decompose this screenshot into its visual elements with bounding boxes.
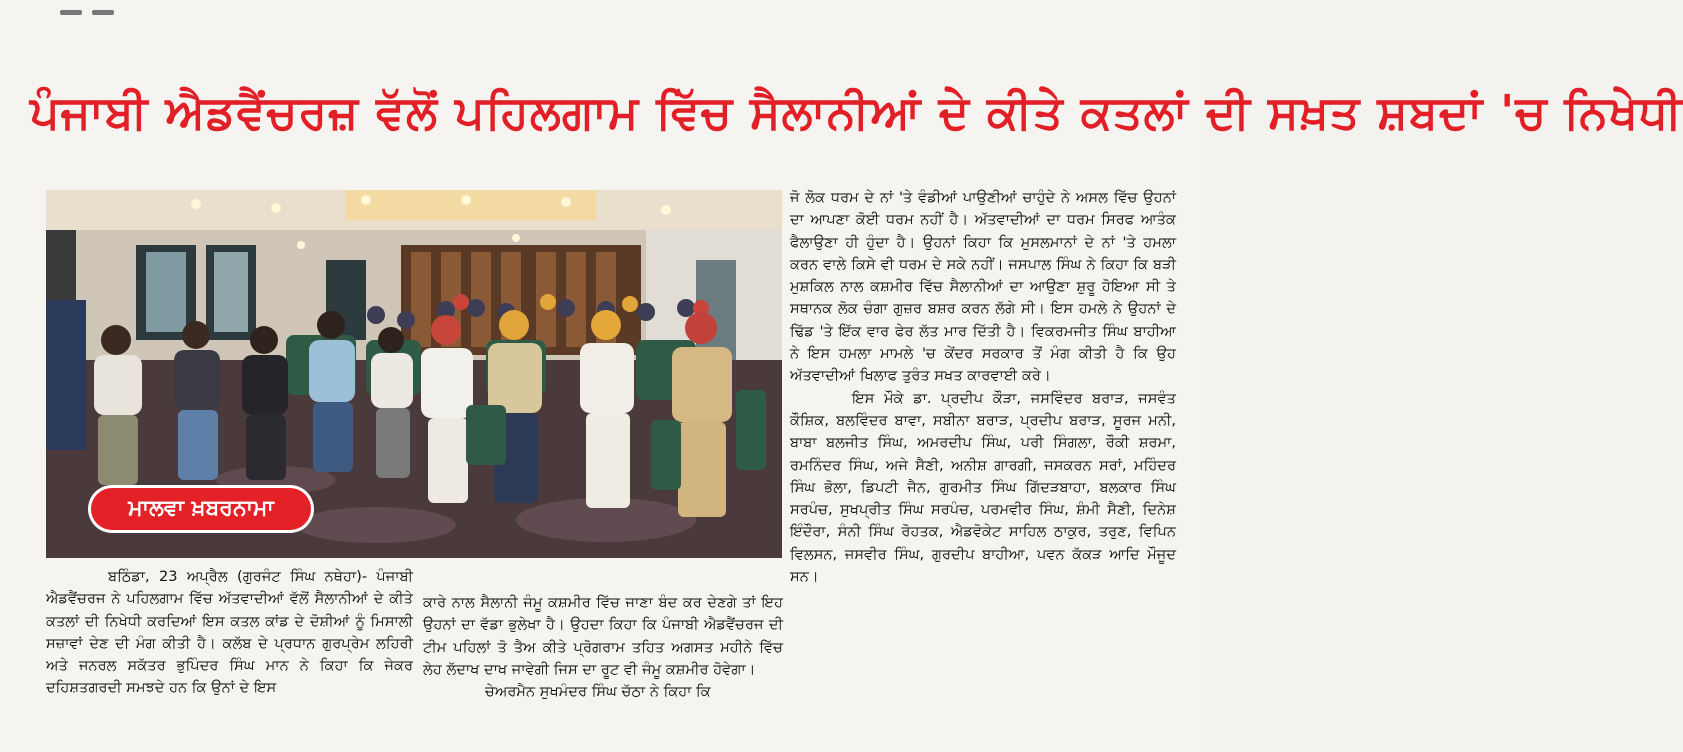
article-paragraph: ਬਠਿੰਡਾ, 23 ਅਪ੍ਰੈਲ (ਗੁਰਜੰਟ ਸਿੰਘ ਨਥੇਹਾ)- ਪੰਜਾਬੀ ਐਡਵੈਂਚਰਜ ਨੇ ਪਹਿਲਗਾਮ ਵਿੱਚ ਅੱਤਵਾਦੀਆਂ ਵੱਲੋਂ ਸੈਲਾਨੀਆਂ ਦੇ ਕੀਤੇ ਕਤਲਾਂ ਦੀ ਨਿਖੇਧੀ ਕਰਦਿਆਂ ਇਸ ਕਤਲ ਕਾਂਡ ਦੇ ਦੋਸ਼ੀਆਂ ਨੂੰ ਮਿਸਾਲੀ ਸਜ਼ਾਵਾਂ ਦੇਣ ਦੀ ਮੰਗ ਕੀਤੀ ਹੈ। ਕਲੱਬ ਦੇ ਪ੍ਰਧਾਨ ਗੁਰਪ੍ਰੇਮ ਲਹਿਰੀ ਅਤੇ ਜਨਰਲ ਸਕੱਤਰ ਭੁਪਿੰਦਰ ਸਿੰਘ ਮਾਨ ਨੇ ਕਿਹਾ ਕਿ ਜੇਕਰ ਦਹਿਸ਼ਤਗਰਦੀ ਸਮਝਦੇ ਹਨ ਕਿ ਉਨਾਂ ਦੇ ਇਸ: [46, 568, 413, 697]
article-column-left: [46, 566, 413, 752]
headline: ਪੰਜਾਬੀ ਐਡਵੈਂਚਰਜ਼ ਵੱਲੋਂ ਪਹਿਲਗਾਮ ਵਿੱਚ ਸੈਲਾਨੀਆਂ ਦੇ ਕੀਤੇ ਕਤਲਾਂ ਦੀ ਸਖ਼ਤ ਸ਼ਬਦਾਂ 'ਚ ਨਿਖੇਧੀ: [30, 85, 1683, 139]
article-column-middle: [423, 592, 783, 752]
article-paragraph: ਚੇਅਰਮੈਨ ਸੁਖਮੰਦਰ ਸਿੰਘ ਚੱਠਾ ਨੇ ਕਿਹਾ ਕਿ: [485, 683, 711, 701]
article-paragraph: ਜੋ ਲੋਕ ਧਰਮ ਦੇ ਨਾਂ 'ਤੇ ਵੰਡੀਆਂ ਪਾਉਣੀਆਂ ਚਾਹੁੰਦੇ ਨੇ ਅਸਲ ਵਿੱਚ ਉਹਨਾਂ ਦਾ ਆਪਣਾ ਕੋਈ ਧਰਮ ਨਹੀਂ ਹੈ। ਅੱਤਵਾਦੀਆਂ ਦਾ ਧਰਮ ਸਿਰਫ ਆਤੰਕ ਫੈਲਾਉਣਾ ਹੀ ਹੁੰਦਾ ਹੈ। ਉਹਨਾਂ ਕਿਹਾ ਕਿ ਮੁਸਲਮਾਨਾਂ ਦੇ ਨਾਂ 'ਤੇ ਹਮਲਾ ਕਰਨ ਵਾਲੇ ਕਿਸੇ ਵੀ ਧਰਮ ਦੇ ਸਕੇ ਨਹੀਂ। ਜਸਪਾਲ ਸਿੰਘ ਨੇ ਕਿਹਾ ਕਿ ਬੜੀ ਮੁਸ਼ਕਿਲ ਨਾਲ ਕਸ਼ਮੀਰ ਵਿੱਚ ਸੈਲਾਨੀਆਂ ਦਾ ਆਉਣਾ ਸ਼ੁਰੂ ਹੋਇਆ ਸੀ ਤੇ ਸਥਾਨਕ ਲੋਕ ਚੰਗਾ ਗੁਜ਼ਰ ਬਸ਼ਰ ਕਰਨ ਲੱਗੇ ਸੀ। ਇਸ ਹਮਲੇ ਨੇ ਉਹਨਾਂ ਦੇ ਢਿੱਡ 'ਤੇ ਇੱਕ ਵਾਰ ਫੇਰ ਲੱਤ ਮਾਰ ਦਿੱਤੀ ਹੈ। ਵਿਕਰਮਜੀਤ ਸਿੰਘ ਬਾਹੀਆ ਨੇ ਇਸ ਹਮਲਾ ਮਾਮਲੇ 'ਚ ਕੇਂਦਰ ਸਰਕਾਰ ਤੋਂ ਮੰਗ ਕੀਤੀ ਹੈ ਕਿ ਉਹ ਅੱਤਵਾਦੀਆਂ ਖਿਲਾਫ ਤੁਰੰਤ ਸਖਤ ਕਾਰਵਾਈ ਕਰੇ।: [790, 189, 1176, 385]
top-decor: [60, 0, 190, 8]
article-paragraph: ਇਸ ਮੌਕੇ ਡਾ. ਪ੍ਰਦੀਪ ਕੌੜਾ, ਜਸਵਿੰਦਰ ਬਰਾੜ, ਜਸਵੰਤ ਕੌਸ਼ਿਕ, ਬਲਵਿੰਦਰ ਬਾਵਾ, ਸਬੀਨਾ ਬਰਾੜ, ਪ੍ਰਦੀਪ ਬਰਾੜ, ਸੂਰਜ ਮਨੀ, ਬਾਬਾ ਬਲਜੀਤ ਸਿੰਘ, ਅਮਰਦੀਪ ਸਿੰਘ, ਪਰੀ ਸਿੰਗਲਾ, ਰੌਕੀ ਸ਼ਰਮਾ, ਰਮਨਿੰਦਰ ਸਿੰਘ, ਅਜੇ ਸੈਣੀ, ਅਨੀਸ਼ ਗਾਰਗੀ, ਜਸਕਰਨ ਸਰਾਂ, ਮਹਿੰਦਰ ਸਿੰਘ ਭੋਲਾ, ਡਿਪਟੀ ਜੈਨ, ਗੁਰਮੀਤ ਸਿੰਘ ਗਿੱਦੜਬਾਹਾ, ਬਲਕਾਰ ਸਿੰਘ ਸਰਪੰਚ, ਸੁਖਪ੍ਰੀਤ ਸਿੰਘ ਸਰਪੰਚ, ਪਰਮਵੀਰ ਸਿੰਘ, ਸ਼ੰਮੀ ਸੈਣੀ, ਦਿਨੇਸ਼ ਇੰਦੌਰਾ, ਸੰਨੀ ਸਿੰਘ ਰੋਹਤਕ, ਐਡਵੋਕੇਟ ਸਾਹਿਲ ਠਾਕੁਰ, ਤਰੁਣ, ਵਿਪਿਨ ਵਿਲਸਨ, ਜਸਵੀਰ ਸਿੰਘ, ਗੁਰਦੀਪ ਬਾਹੀਆ, ਪਵਨ ਕੱਕੜ ਆਦਿ ਮੌਜੂਦ ਸਨ।: [790, 389, 1176, 586]
section-badge: ਮਾਲਵਾ ਖ਼ਬਰਨਾਮਾ: [91, 488, 311, 530]
article-paragraph: ਕਾਰੇ ਨਾਲ ਸੈਲਾਨੀ ਜੰਮੂ ਕਸ਼ਮੀਰ ਵਿੱਚ ਜਾਣਾ ਬੰਦ ਕਰ ਦੇਣਗੇ ਤਾਂ ਇਹ ਉਹਨਾਂ ਦਾ ਵੱਡਾ ਭੁਲੇਖਾ ਹੈ। ਉਹਦਾ ਕਿਹਾ ਕਿ ਪੰਜਾਬੀ ਐਡਵੈਂਚਰਜ ਦੀ ਟੀਮ ਪਹਿਲਾਂ ਤੋ ਤੈਅ ਕੀਤੇ ਪ੍ਰੋਗਰਾਮ ਤਹਿਤ ਅਗਸਤ ਮਹੀਨੇ ਵਿੱਚ ਲੇਹ ਲੱਦਾਖ ਦਾਖ ਜਾਵੇਗੀ ਜਿਸ ਦਾ ਰੂਟ ਵੀ ਜੰਮੂ ਕਸ਼ਮੀਰ ਹੋਵੇਗਾ।: [423, 594, 783, 678]
article-column-right: [790, 187, 1176, 747]
